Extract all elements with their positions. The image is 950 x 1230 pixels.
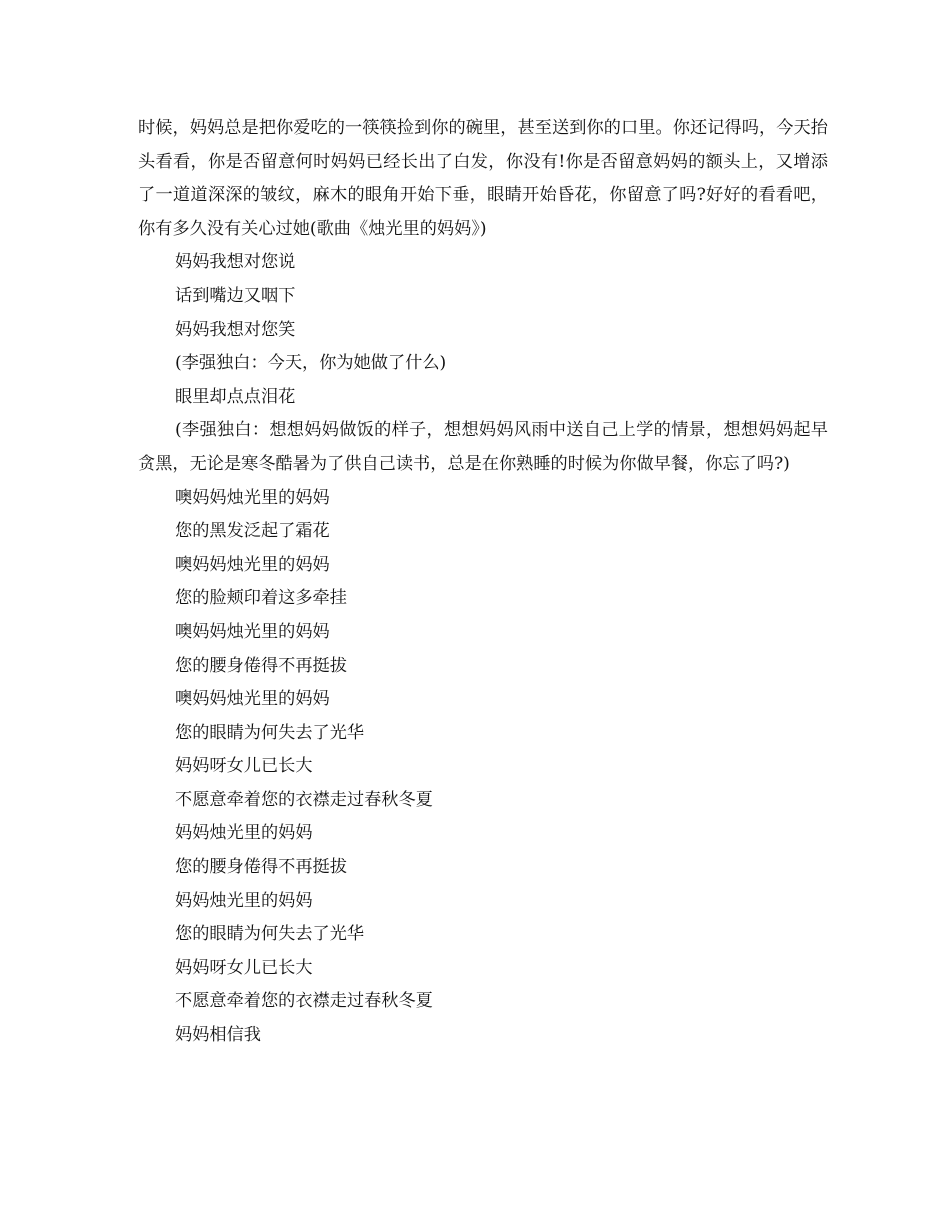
lyric-line: 妈妈呀女儿已长大	[175, 756, 313, 777]
opening-paragraph: 时候，妈妈总是把你爱吃的一筷筷捡到你的碗里，甚至送到你的口里。你还记得吗，今天抬头看看，你是否留意何时妈妈已经长出了白发，你没有!你是否留意妈妈的额头上，又增添了一道道深深的皱纹，麻木的眼角开始下垂，眼睛开始昏花，你留意了吗?好好的看看吧，你有多久没有关心过她(歌曲《烛光里的妈妈》)	[138, 118, 828, 239]
lyric-line: 噢妈妈烛光里的妈妈	[175, 621, 330, 642]
lyric-line: 妈妈我想对您笑	[175, 319, 296, 340]
lyric-line: 噢妈妈烛光里的妈妈	[175, 487, 330, 508]
monologue-line: (李强独白：今天，你为她做了什么)	[175, 353, 447, 374]
lyric-line: 不愿意牵着您的衣襟走过春秋冬夏	[175, 991, 433, 1012]
lyric-line: 您的眼睛为何失去了光华	[175, 924, 365, 945]
lyric-line: 妈妈呀女儿已长大	[175, 957, 313, 978]
lyric-line: 话到嘴边又咽下	[175, 285, 296, 306]
lyric-line: 眼里却点点泪花	[175, 386, 296, 407]
monologue-paragraph: (李强独白：想想妈妈做饭的样子，想想妈妈风雨中送自己上学的情景，想想妈妈起早贪黑，无论是寒冬酷暑为了供自己读书，总是在你熟睡的时候为你做早餐，你忘了吗?)	[138, 420, 828, 474]
lyric-line: 噢妈妈烛光里的妈妈	[175, 689, 330, 710]
document-body	[138, 112, 828, 1053]
lyric-line: 您的黑发泛起了霜花	[175, 521, 330, 542]
lyric-line: 噢妈妈烛光里的妈妈	[175, 554, 330, 575]
lyric-line: 妈妈我想对您说	[175, 252, 296, 273]
lyric-line: 妈妈相信我	[175, 1025, 261, 1046]
lyric-line: 您的腰身倦得不再挺拔	[175, 655, 347, 676]
lyric-line: 妈妈烛光里的妈妈	[175, 890, 313, 911]
lyric-line: 不愿意牵着您的衣襟走过春秋冬夏	[175, 789, 433, 810]
lyric-line: 妈妈烛光里的妈妈	[175, 823, 313, 844]
lyric-line: 您的脸颊印着这多牵挂	[175, 588, 347, 609]
lyric-line: 您的眼睛为何失去了光华	[175, 722, 365, 743]
lyric-line: 您的腰身倦得不再挺拔	[175, 857, 347, 878]
